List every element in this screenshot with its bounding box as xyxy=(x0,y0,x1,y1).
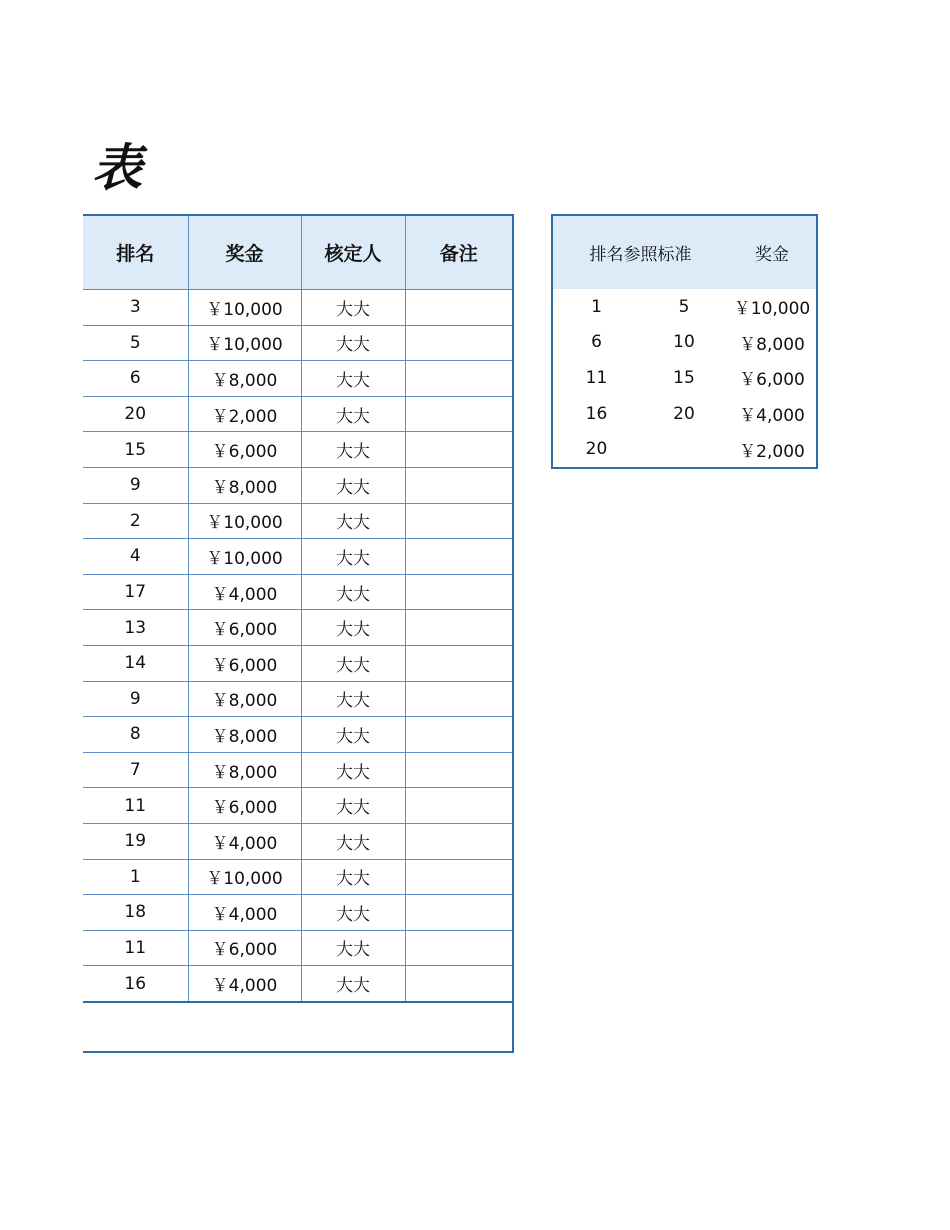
bonus-table xyxy=(83,214,514,1053)
note-cell xyxy=(405,503,513,539)
reference-row xyxy=(552,325,817,361)
note-cell xyxy=(405,539,513,575)
header-bonus: 奖金 xyxy=(188,215,301,290)
rank-cell: 2 xyxy=(83,503,188,539)
reference-row xyxy=(552,360,817,396)
note-cell xyxy=(405,859,513,895)
rank-cell: 16 xyxy=(83,966,188,1002)
reference-bonus-cell: ￥4,000 xyxy=(739,406,805,427)
bonus-cell: ￥8,000 xyxy=(188,752,301,788)
rank-from-cell: 11 xyxy=(585,367,608,388)
reference-row xyxy=(552,431,817,468)
page-title: 表 xyxy=(92,138,143,197)
bonus-cell: ￥10,000 xyxy=(188,539,301,575)
approver-cell: 大大 xyxy=(301,610,405,646)
bonus-cell: ￥4,000 xyxy=(188,966,301,1002)
rank-cell: 11 xyxy=(83,788,188,824)
table-row xyxy=(83,610,513,646)
table-row xyxy=(83,788,513,824)
table-row xyxy=(83,859,513,895)
note-cell xyxy=(405,325,513,361)
header-note: 备注 xyxy=(405,215,513,290)
table-row xyxy=(83,930,513,966)
table-row xyxy=(83,361,513,397)
approver-cell: 大大 xyxy=(301,645,405,681)
header-rank: 排名 xyxy=(83,215,188,290)
note-cell xyxy=(405,930,513,966)
rank-to-cell xyxy=(640,431,728,468)
approver-cell: 大大 xyxy=(301,574,405,610)
rank-from-cell: 20 xyxy=(585,439,608,460)
rank-cell: 7 xyxy=(83,752,188,788)
table-row xyxy=(83,645,513,681)
bonus-cell: ￥4,000 xyxy=(188,895,301,931)
approver-cell: 大大 xyxy=(301,859,405,895)
bonus-cell: ￥8,000 xyxy=(188,361,301,397)
rank-from-cell: 1 xyxy=(591,296,602,317)
note-cell xyxy=(405,895,513,931)
table-row xyxy=(83,681,513,717)
rank-cell: 6 xyxy=(83,361,188,397)
table-row xyxy=(83,574,513,610)
rank-cell: 9 xyxy=(83,467,188,503)
footer-cell xyxy=(83,1002,513,1052)
approver-cell: 大大 xyxy=(301,788,405,824)
header-rank-standard: 排名参照标准 xyxy=(552,215,728,289)
note-cell xyxy=(405,610,513,646)
bonus-cell: ￥4,000 xyxy=(188,574,301,610)
rank-cell: 19 xyxy=(83,823,188,859)
approver-cell: 大大 xyxy=(301,717,405,753)
bonus-cell: ￥8,000 xyxy=(188,467,301,503)
rank-cell: 13 xyxy=(83,610,188,646)
reference-bonus-cell: ￥2,000 xyxy=(739,441,805,462)
rank-cell: 20 xyxy=(83,396,188,432)
approver-cell: 大大 xyxy=(301,895,405,931)
note-cell xyxy=(405,823,513,859)
approver-cell: 大大 xyxy=(301,681,405,717)
approver-cell: 大大 xyxy=(301,432,405,468)
bonus-cell: ￥6,000 xyxy=(188,645,301,681)
table-header-row xyxy=(83,215,513,290)
note-cell xyxy=(405,788,513,824)
approver-cell: 大大 xyxy=(301,467,405,503)
note-cell xyxy=(405,966,513,1002)
bonus-cell: ￥6,000 xyxy=(188,930,301,966)
approver-cell: 大大 xyxy=(301,930,405,966)
rank-to-cell: 10 xyxy=(673,332,695,353)
rank-cell: 1 xyxy=(83,859,188,895)
approver-cell: 大大 xyxy=(301,539,405,575)
bonus-cell: ￥6,000 xyxy=(188,788,301,824)
bonus-cell: ￥10,000 xyxy=(188,503,301,539)
bonus-cell: ￥10,000 xyxy=(188,290,301,326)
table-row xyxy=(83,467,513,503)
bonus-cell: ￥8,000 xyxy=(188,717,301,753)
reference-bonus-cell: ￥6,000 xyxy=(739,370,805,391)
rank-from-cell: 6 xyxy=(591,332,602,353)
rank-cell: 8 xyxy=(83,717,188,753)
rank-cell: 18 xyxy=(83,895,188,931)
table-row xyxy=(83,823,513,859)
reference-row xyxy=(552,396,817,432)
rank-cell: 17 xyxy=(83,574,188,610)
reference-header-row xyxy=(552,215,817,289)
note-cell xyxy=(405,681,513,717)
table-row xyxy=(83,895,513,931)
approver-cell: 大大 xyxy=(301,966,405,1002)
table-row xyxy=(83,752,513,788)
note-cell xyxy=(405,717,513,753)
bonus-cell: ￥6,000 xyxy=(188,610,301,646)
rank-cell: 5 xyxy=(83,325,188,361)
reference-bonus-cell: ￥8,000 xyxy=(739,334,805,355)
header-reference-bonus: 奖金 xyxy=(728,215,817,289)
rank-cell: 9 xyxy=(83,681,188,717)
rank-cell: 4 xyxy=(83,539,188,575)
table-row xyxy=(83,396,513,432)
table-row xyxy=(83,432,513,468)
approver-cell: 大大 xyxy=(301,325,405,361)
bonus-cell: ￥8,000 xyxy=(188,681,301,717)
bonus-cell: ￥2,000 xyxy=(188,396,301,432)
table-row xyxy=(83,325,513,361)
rank-cell: 15 xyxy=(83,432,188,468)
rank-to-cell: 20 xyxy=(673,403,695,424)
rank-cell: 14 xyxy=(83,645,188,681)
bonus-cell: ￥10,000 xyxy=(188,325,301,361)
bonus-cell: ￥6,000 xyxy=(188,432,301,468)
table-row xyxy=(83,290,513,326)
rank-reference-table xyxy=(551,214,818,469)
approver-cell: 大大 xyxy=(301,290,405,326)
approver-cell: 大大 xyxy=(301,361,405,397)
note-cell xyxy=(405,645,513,681)
table-row xyxy=(83,966,513,1002)
table-row xyxy=(83,503,513,539)
bonus-cell: ￥10,000 xyxy=(188,859,301,895)
note-cell xyxy=(405,574,513,610)
approver-cell: 大大 xyxy=(301,823,405,859)
note-cell xyxy=(405,396,513,432)
table-row xyxy=(83,717,513,753)
bonus-cell: ￥4,000 xyxy=(188,823,301,859)
table-footer-row xyxy=(83,1002,513,1052)
approver-cell: 大大 xyxy=(301,396,405,432)
approver-cell: 大大 xyxy=(301,752,405,788)
rank-from-cell: 16 xyxy=(585,403,608,424)
approver-cell: 大大 xyxy=(301,503,405,539)
rank-to-cell: 5 xyxy=(678,296,690,317)
rank-cell: 3 xyxy=(83,290,188,326)
rank-cell: 11 xyxy=(83,930,188,966)
note-cell xyxy=(405,752,513,788)
note-cell xyxy=(405,290,513,326)
note-cell xyxy=(405,467,513,503)
table-row xyxy=(83,539,513,575)
reference-row xyxy=(552,289,817,325)
note-cell xyxy=(405,432,513,468)
reference-bonus-cell: ￥10,000 xyxy=(733,299,811,320)
rank-to-cell: 15 xyxy=(673,367,695,388)
note-cell xyxy=(405,361,513,397)
header-approver: 核定人 xyxy=(301,215,405,290)
